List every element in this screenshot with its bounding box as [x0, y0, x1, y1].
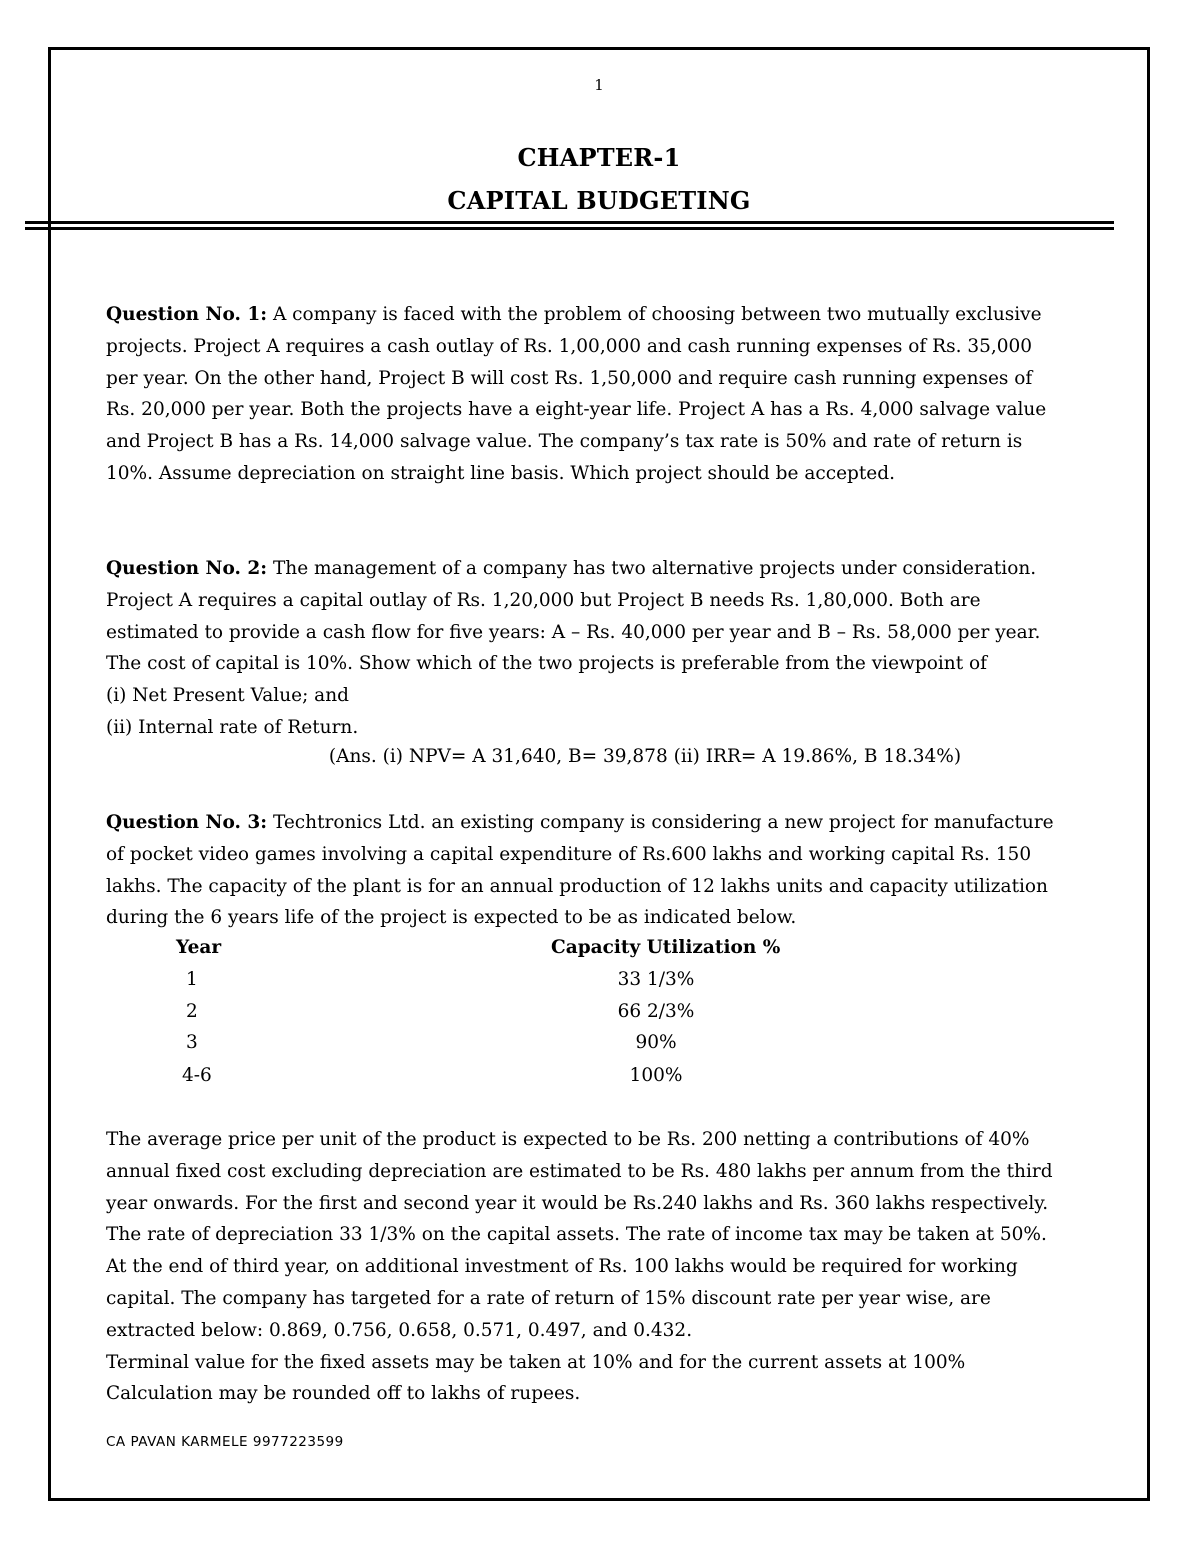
- question-1-line: 10%. Assume depreciation on straight line basis. Which project should be accepted.: [106, 462, 895, 484]
- table-cell-capacity: 66 2/3%: [617, 1001, 695, 1022]
- table-header-capacity: Capacity Utilization %: [551, 937, 781, 958]
- question-1-line: Question No. 1: A company is faced with the problem of choosing between two mutually exclusive: [106, 304, 1042, 325]
- question-2: [106, 553, 1094, 744]
- table-cell-year: 4-6: [182, 1065, 212, 1086]
- question-1-line: Rs. 20,000 per year. Both the projects have a eight-year life. Project A has a Rs. 4,000 salvage value: [106, 399, 1047, 421]
- question-1: [106, 299, 1094, 490]
- question-3: [106, 807, 1094, 934]
- question-3-body: [106, 1124, 1094, 1410]
- question-3-line: lakhs. The capacity of the plant is for an annual production of 12 lakhs units and capacity utilization: [106, 875, 1048, 897]
- question-1-line: projects. Project A requires a cash outlay of Rs. 1,00,000 and cash running expenses of Rs. 35,000: [106, 335, 1033, 357]
- question-3-body-line: year onwards. For the first and second year it would be Rs.240 lakhs and Rs. 360 lakhs respectively.: [106, 1192, 1049, 1214]
- question-1-label: Question No. 1:: [106, 304, 268, 325]
- table-header-year: Year: [176, 937, 222, 958]
- question-3-body-line: capital. The company has targeted for a rate of return of 15% discount rate per year wise, are: [106, 1287, 991, 1309]
- question-3-body-line: The rate of depreciation 33 1/3% on the capital assets. The rate of income tax may be taken at 50%.: [106, 1224, 1047, 1246]
- title-rule-bottom: [25, 227, 1114, 230]
- question-2-line: (i) Net Present Value; and: [106, 685, 349, 707]
- question-2-line: Project A requires a capital outlay of Rs. 1,20,000 but Project B needs Rs. 1,80,000. Both are: [106, 589, 981, 611]
- table-cell-capacity: 100%: [629, 1065, 683, 1086]
- question-1-line: per year. On the other hand, Project B will cost Rs. 1,50,000 and require cash running expenses of: [106, 367, 1033, 389]
- question-2-line: estimated to provide a cash flow for five years: A – Rs. 40,000 per year and B – Rs. 58,000 per year.: [106, 621, 1041, 643]
- question-3-body-line: annual fixed cost excluding depreciation are estimated to be Rs. 480 lakhs per annum from the third: [106, 1160, 1053, 1182]
- table-cell-capacity: 33 1/3%: [617, 969, 695, 990]
- footer-author: CA PAVAN KARMELE 9977223599: [106, 1434, 344, 1450]
- question-1-line: and Project B has a Rs. 14,000 salvage value. The company’s tax rate is 50% and rate of return is: [106, 431, 1023, 453]
- title-rule-top: [25, 221, 1114, 224]
- question-2-answer: (Ans. (i) NPV= A 31,640, B= 39,878 (ii) IRR= A 19.86%, B 18.34%): [328, 746, 962, 767]
- question-2-line: Question No. 2: The management of a company has two alternative projects under consideration.: [106, 558, 1037, 579]
- question-3-line: of pocket video games involving a capital expenditure of Rs.600 lakhs and working capital Rs. 150: [106, 843, 1032, 865]
- table-cell-year: 2: [186, 1001, 198, 1022]
- question-3-label: Question No. 3:: [106, 812, 268, 833]
- table-cell-year: 1: [186, 969, 198, 990]
- question-2-line: (ii) Internal rate of Return.: [106, 716, 359, 738]
- question-3-line: Question No. 3: Techtronics Ltd. an existing company is considering a new project for manufacture: [106, 812, 1054, 833]
- question-3-body-line: extracted below: 0.869, 0.756, 0.658, 0.571, 0.497, and 0.432.: [106, 1319, 693, 1341]
- table-cell-year: 3: [186, 1032, 198, 1053]
- page-number: 1: [594, 76, 604, 94]
- chapter-title-heading: CAPITAL BUDGETING: [447, 186, 751, 215]
- question-3-body-line: Calculation may be rounded off to lakhs of rupees.: [106, 1383, 581, 1405]
- question-3-line: during the 6 years life of the project is expected to be as indicated below.: [106, 907, 797, 929]
- chapter-number-heading: CHAPTER-1: [517, 143, 681, 172]
- question-2-label: Question No. 2:: [106, 558, 268, 579]
- question-3-body-line: Terminal value for the fixed assets may be taken at 10% and for the current assets at 100%: [106, 1351, 966, 1373]
- question-3-body-line: At the end of third year, on additional investment of Rs. 100 lakhs would be required for working: [106, 1256, 1018, 1278]
- question-3-body-line: The average price per unit of the product is expected to be Rs. 200 netting a contributions of 40%: [106, 1129, 1030, 1150]
- question-2-line: The cost of capital is 10%. Show which of the two projects is preferable from the viewpoint of: [106, 653, 987, 675]
- table-cell-capacity: 90%: [635, 1032, 677, 1053]
